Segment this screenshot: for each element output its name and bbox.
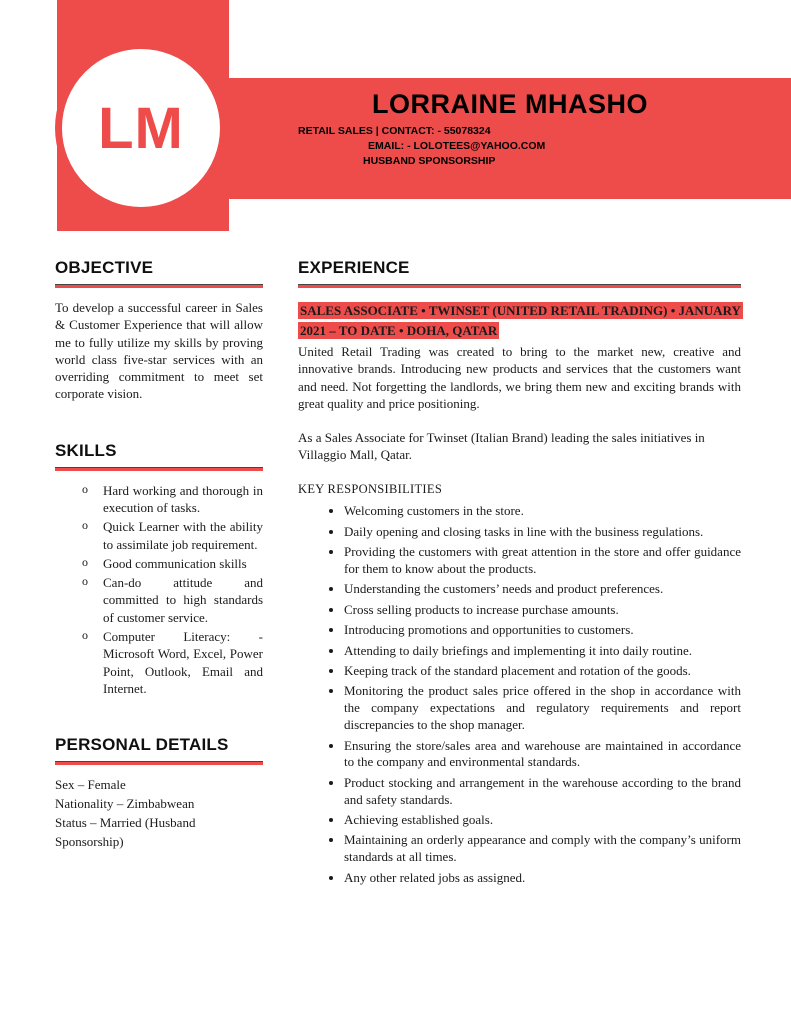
heading-rule: [55, 284, 263, 288]
responsibility-item: • Understanding the customers’ needs and product preferences.: [344, 581, 741, 598]
responsibility-item: • Ensuring the store/sales area and warehouse are maintained in accordance to the company and environmental standards.: [344, 738, 741, 772]
job-title-highlight: SALES ASSOCIATE • TWINSET (UNITED RETAIL TRADING) • JANUARY 2021 – TO DATE • DOHA, QATAR: [300, 303, 741, 338]
responsibilities-heading: KEY RESPONSIBILITIES: [298, 481, 443, 496]
responsibility-item: • Monitoring the product sales price offered in the shop in accordance with the company expectations and regulatory requirements and report discrepancies to the shop manager.: [344, 683, 741, 734]
monogram-initials: LM: [98, 95, 184, 161]
objective-text: To develop a successful career in Sales & Customer Experience that will allow me to fully utilize my skills by proving world class five-star services with an overriding commitment to meet set corporate vision.: [55, 300, 263, 402]
personal-detail-line: Nationality – Zimbabwean: [55, 795, 195, 811]
responsibility-item: • Providing the customers with great attention in the store and offer guidance for them to know about the products.: [344, 544, 741, 578]
company-summary: United Retail Trading was created to bring to the market new, creative and innovative brands. Introducing new products and services that the customers want and need. Not forgetting the landlords, we bring them new and exciting brands with great quality and price positioning.: [298, 344, 741, 411]
responsibility-item: • Attending to daily briefings and implementing it into daily routine.: [344, 643, 741, 660]
header-banner: [229, 78, 791, 199]
section-heading-experience: EXPERIENCE: [298, 258, 410, 277]
contact-line-sponsorship: HUSBAND SPONSORSHIP: [363, 155, 496, 167]
personal-detail-line: Sex – Female: [55, 777, 126, 793]
job-title: [298, 301, 741, 340]
section-heading-personal-details: PERSONAL DETAILS: [55, 735, 229, 755]
responsibility-item: • Maintaining an orderly appearance and comply with the company’s uniform standards at all times.: [344, 832, 741, 866]
personal-detail-line: Status – Married (Husband Sponsorship): [55, 814, 196, 849]
personal-details-section: [55, 735, 263, 851]
monogram-circle: [55, 42, 227, 214]
skills-section: [55, 441, 263, 697]
personal-details-list: [55, 776, 263, 851]
responsibility-item: • Product stocking and arrangement in the warehouse according to the brand and safety standards.: [344, 775, 741, 809]
responsibility-item: • Introducing promotions and opportunities to customers.: [344, 622, 741, 639]
responsibility-item: • Cross selling products to increase purchase amounts.: [344, 602, 741, 619]
heading-rule: [298, 284, 741, 288]
skills-list: [55, 482, 263, 697]
responsibilities-list: [298, 503, 741, 886]
experience-section: [298, 258, 741, 887]
responsibility-item: • Welcoming customers in the store.: [344, 503, 741, 520]
right-column: [298, 258, 741, 890]
contact-line-email: EMAIL: - LOLOTEES@YAHOO.COM: [368, 140, 546, 152]
section-heading-objective: OBJECTIVE: [55, 258, 154, 277]
contact-line-role-phone: RETAIL SALES | CONTACT: - 55078324: [298, 125, 491, 137]
skill-item: o Quick Learner with the ability to assimilate job requirement.: [55, 518, 263, 553]
candidate-name: LORRAINE MHASHO: [372, 89, 648, 119]
objective-section: [55, 258, 263, 403]
heading-rule: [55, 467, 263, 471]
contact-info: [229, 124, 791, 169]
responsibility-item: • Any other related jobs as assigned.: [344, 870, 741, 887]
responsibility-item: • Keeping track of the standard placement and rotation of the goods.: [344, 663, 741, 680]
role-intro: As a Sales Associate for Twinset (Italian Brand) leading the sales initiatives in Villaggio Mall, Qatar.: [298, 430, 705, 463]
skill-item: o Computer Literacy: - Microsoft Word, Excel, Power Point, Outlook, Email and Internet.: [55, 628, 263, 697]
skill-item: o Hard working and thorough in execution of tasks.: [55, 482, 263, 517]
heading-rule: [55, 761, 263, 765]
section-heading-skills: SKILLS: [55, 440, 117, 460]
skill-item: o Good communication skills: [55, 555, 263, 572]
responsibility-item: • Achieving established goals.: [344, 812, 741, 829]
skill-item: o Can-do attitude and committed to high standards of customer service.: [55, 574, 263, 626]
left-column: [55, 258, 263, 889]
responsibility-item: • Daily opening and closing tasks in line with the business regulations.: [344, 524, 741, 541]
